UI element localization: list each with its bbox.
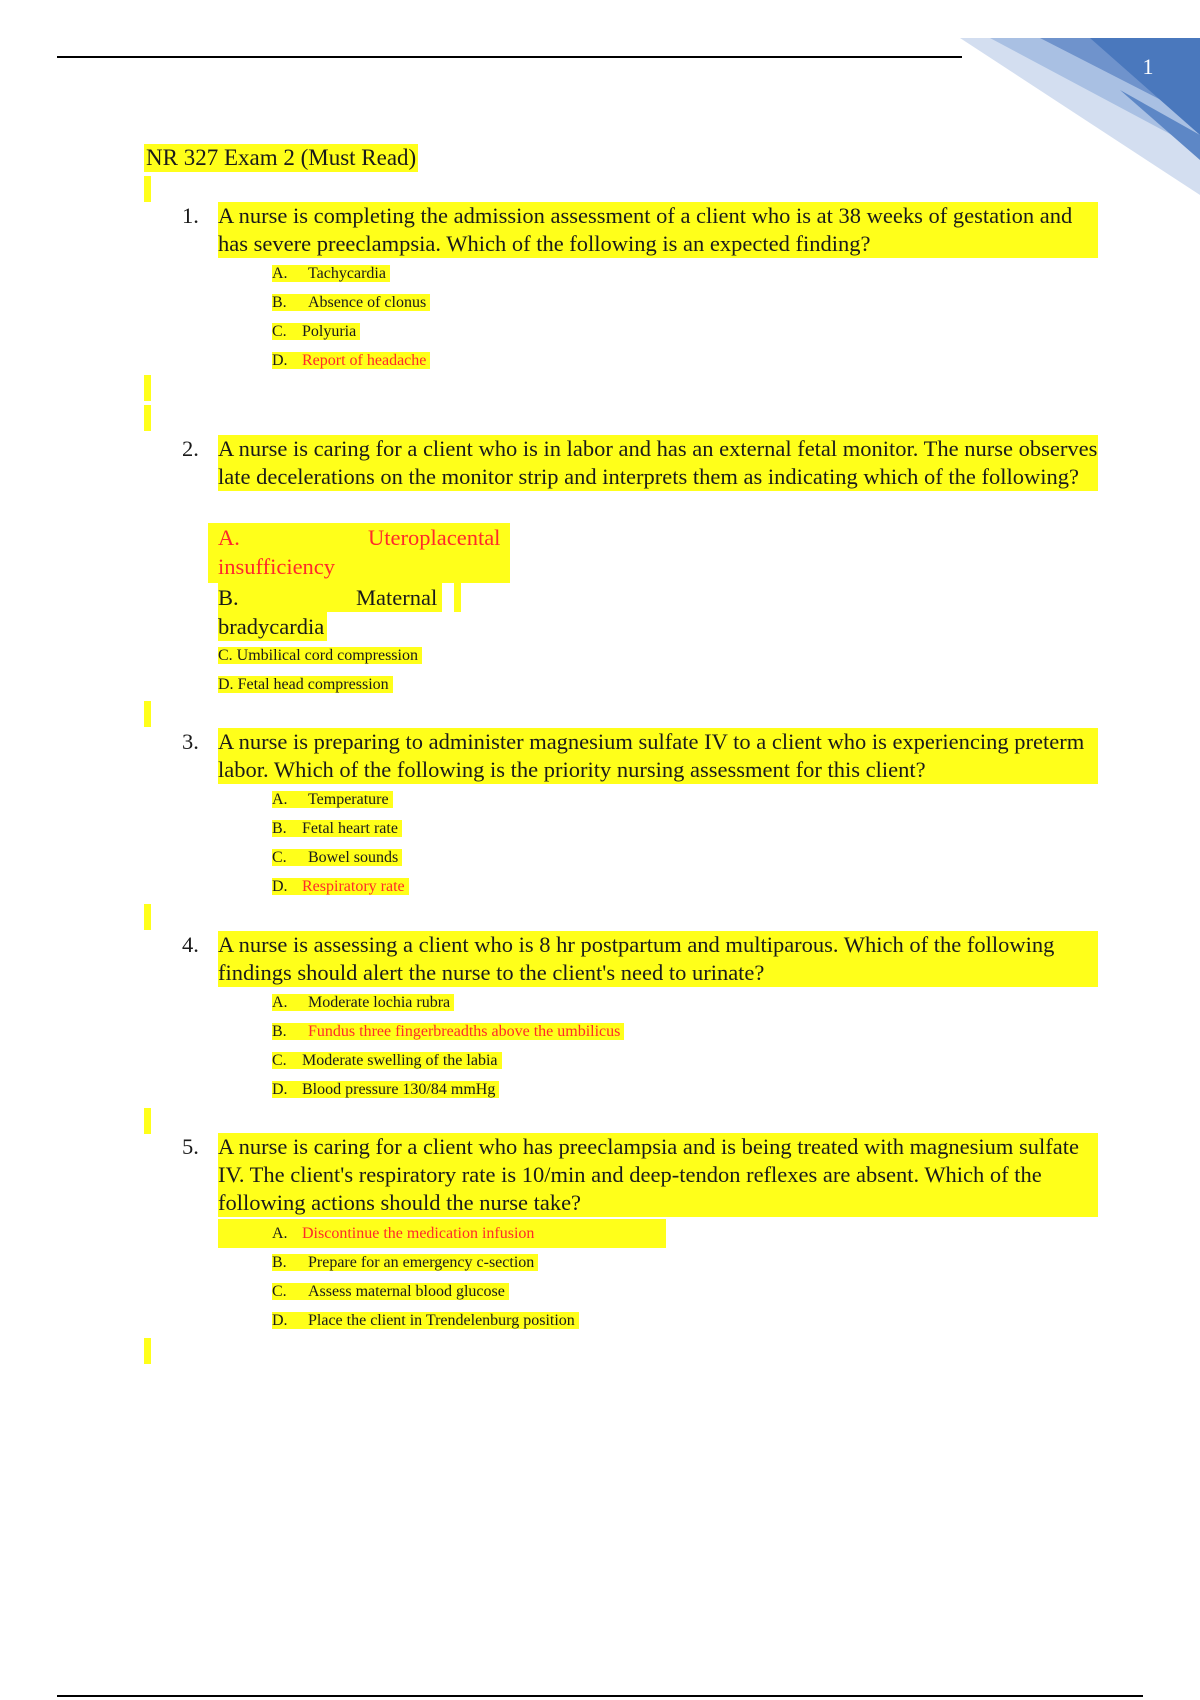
question-text: A nurse is caring for a client who has preeclampsia and is being treated with magnesium sulfate IV. The client's respiratory rate is 10/min and deep-tendon reflexes are absent. Which of the following actions should the nurse take? [218,1133,1098,1217]
highlight-mark [144,375,151,401]
answer-text: Report of headache [302,352,427,369]
option-b: B. Prepare for an emergency c-section [272,1248,579,1277]
option-c: C. Umbilical cord compression [218,641,422,670]
option-b: B. Absence of clonus [272,288,430,317]
question-number: 2. [182,436,199,461]
option-c: C. Polyuria [272,317,430,346]
option-a: A. Discontinue the medication infusion [272,1219,579,1248]
option-d: D. Blood pressure 130/84 mmHg [272,1075,624,1104]
option-b: B. Fetal heart rate [272,814,409,843]
highlight-mark [144,1338,151,1364]
option-c: C. Moderate swelling of the labia [272,1046,624,1075]
highlight-mark [144,405,151,431]
option-a: A. Uteroplacental insufficiency [208,523,510,583]
question-text: A nurse is preparing to administer magnesium sulfate IV to a client who is experiencing preterm labor. Which of the following is the priority nursing assessment for this client? [218,728,1098,784]
question-text: A nurse is caring for a client who is in labor and has an external fetal monitor. The nurse observes late decelerations on the monitor strip and interprets them as indicating which of the following? [218,436,1098,489]
highlight-mark [144,1108,151,1134]
page-number: 1 [1142,54,1154,79]
answer-text: Discontinue the medication infusion [302,1225,535,1242]
option-a: A. Tachycardia [272,259,430,288]
question-text: A nurse is completing the admission assessment of a client who is at 38 weeks of gestation and has severe preeclampsia. Which of the following is an expected finding? [218,202,1098,258]
highlight-mark [144,176,151,202]
corner-decoration [960,0,1200,200]
options-3 [272,785,409,901]
question-number: 5. [182,1134,199,1159]
option-d: D. Report of headache [272,346,430,375]
highlight-mark [144,904,151,930]
header-rule [57,56,962,58]
option-d: D. Respiratory rate [272,872,409,901]
question-text: A nurse is assessing a client who is 8 hr postpartum and multiparous. Which of the following findings should alert the nurse to the client's need to urinate? [218,931,1098,987]
option-c: C. Bowel sounds [272,843,409,872]
options-5 [272,1219,579,1335]
option-c: C. Assess maternal blood glucose [272,1277,579,1306]
answer-text: Respiratory rate [302,878,405,895]
options-4 [272,988,624,1104]
option-a: A. Moderate lochia rubra [272,988,624,1017]
document-title: NR 327 Exam 2 (Must Read) [146,145,417,170]
question-number: 4. [182,932,199,957]
option-b: B. Fundus three fingerbreadths above the umbilicus [272,1017,624,1046]
question-number: 1. [182,203,199,228]
answer-text: Fundus three fingerbreadths above the umbilicus [308,1023,621,1040]
footer-rule [57,1695,1143,1697]
option-d: D. Fetal head compression [218,670,422,699]
option-a: A. Temperature [272,785,409,814]
option-d: D. Place the client in Trendelenburg position [272,1306,579,1335]
highlight-mark [144,701,151,727]
options-1 [272,259,430,375]
question-number: 3. [182,729,199,754]
options-2-cd [218,641,422,699]
